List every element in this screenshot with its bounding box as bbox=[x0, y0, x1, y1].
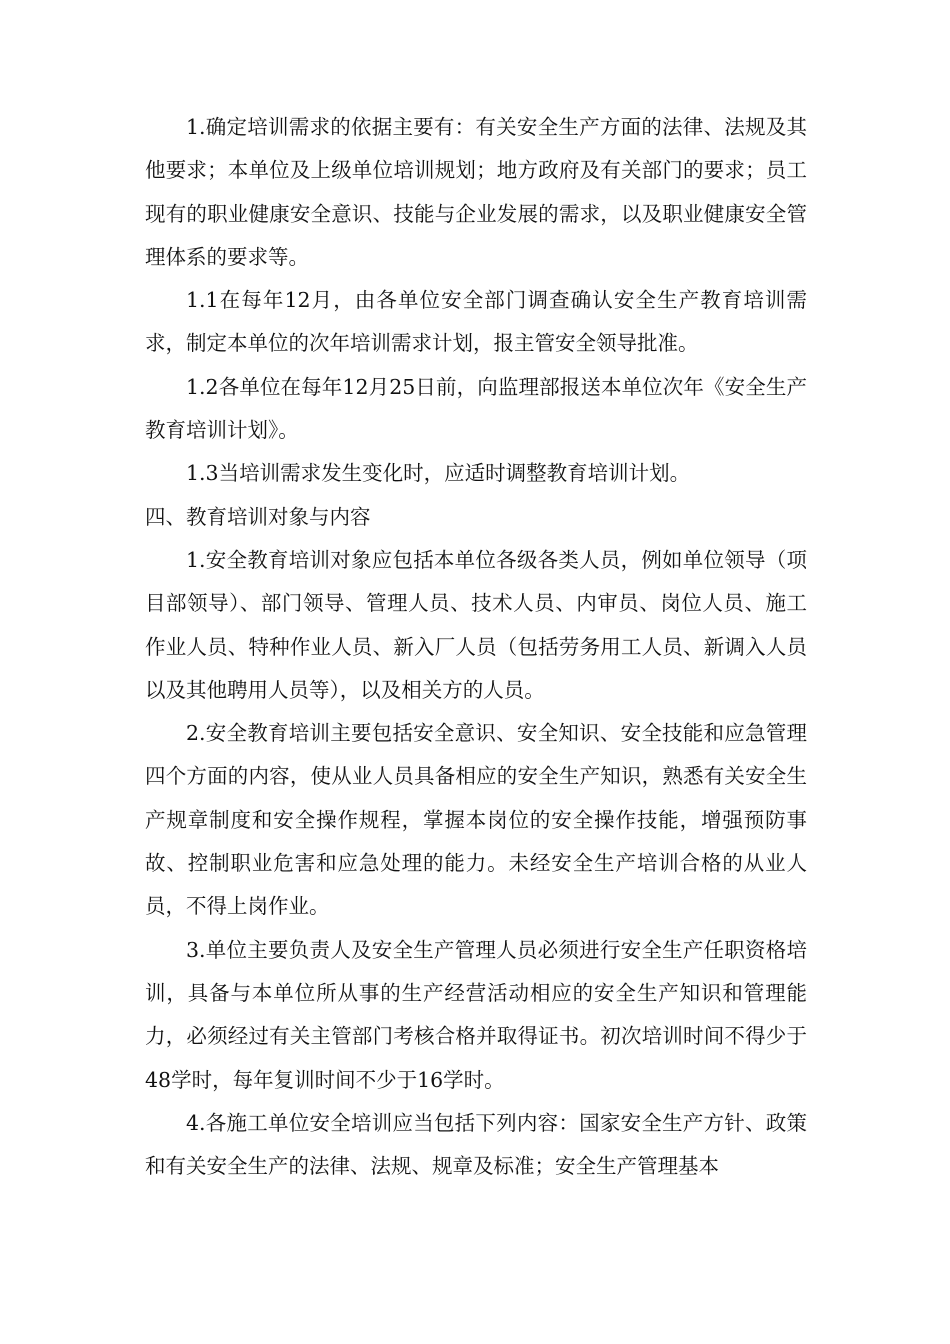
paragraph-1-2: 1.2各单位在每年12月25日前，向监理部报送本单位次年《安全生产教育培训计划》。 bbox=[145, 374, 807, 443]
section-heading: 四、教育培训对象与内容 bbox=[145, 504, 371, 529]
paragraph-qualification: 3.单位主要负责人及安全生产管理人员必须进行安全生产任职资格培训，具备与本单位所从事的生产经营活动相应的安全生产知识和管理能力，必须经过有关主管部门考核合格并取得证书。初次培训时间不得少于48学时，每年复训时间不少于16学时。 bbox=[145, 937, 807, 1092]
paragraph-training-content: 2.安全教育培训主要包括安全意识、安全知识、安全技能和应急管理四个方面的内容，使从业人员具备相应的安全生产知识，熟悉有关安全生产规章制度和安全操作规程，掌握本岗位的安全操作技能，增强预防事故、控制职业危害和应急处理的能力。未经安全生产培训合格的从业人员，不得上岗作业。 bbox=[145, 721, 807, 919]
paragraph-training-targets: 1.安全教育培训对象应包括本单位各级各类人员，例如单位领导（项目部领导）、部门领导、管理人员、技术人员、内审员、岗位人员、施工作业人员、特种作业人员、新入厂人员（包括劳务用工人员、新调入人员以及其他聘用人员等），以及相关方的人员。 bbox=[145, 547, 807, 702]
paragraph-1: 1.确定培训需求的依据主要有：有关安全生产方面的法律、法规及其他要求；本单位及上级单位培训规划；地方政府及有关部门的要求；员工现有的职业健康安全意识、技能与企业发展的需求，以及职业健康安全管理体系的要求等。 bbox=[145, 115, 807, 269]
paragraph-1-1: 1.1在每年12月，由各单位安全部门调查确认安全生产教育培训需求，制定本单位的次年培训需求计划，报主管安全领导批准。 bbox=[145, 288, 807, 356]
paragraph-1-3: 1.3当培训需求发生变化时，应适时调整教育培训计划。 bbox=[186, 461, 691, 486]
paragraph-construction-units: 4.各施工单位安全培训应当包括下列内容：国家安全生产方针、政策和有关安全生产的法律、法规、规章及标准；安全生产管理基本 bbox=[145, 1110, 807, 1179]
document-body bbox=[145, 106, 807, 1188]
